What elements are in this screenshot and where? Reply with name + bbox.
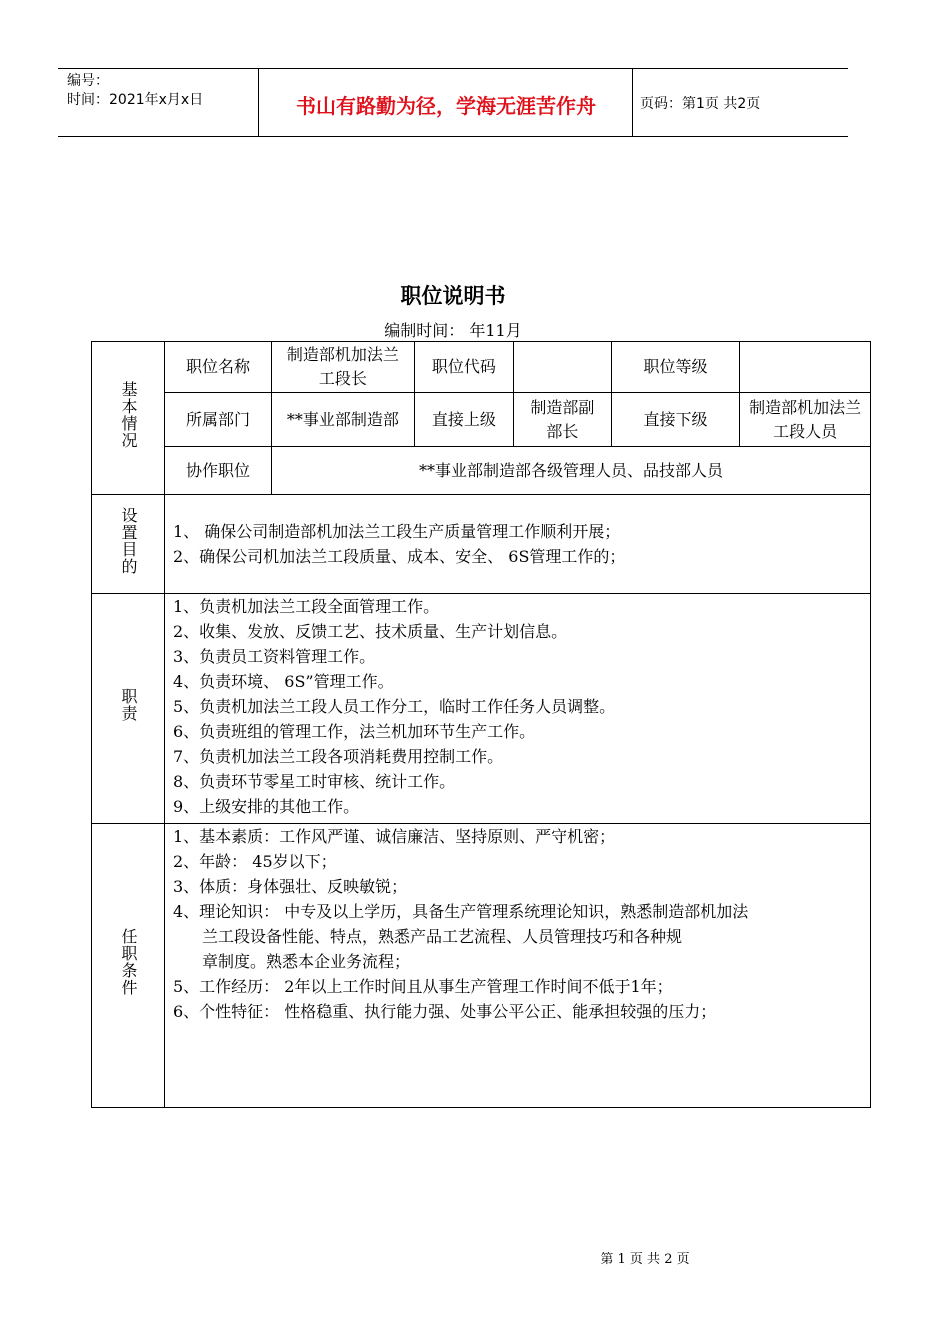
purpose-item: 2、确保公司机加法兰工段质量、成本、安全、 6S管理工作的； (173, 547, 626, 566)
time-label: 时间：2021年x月x日 (67, 92, 204, 108)
purpose-section-label: 设置目的 (119, 506, 138, 575)
duty-item: 2、收集、发放、反馈工艺、技术质量、生产计划信息。 (173, 622, 568, 641)
subordinate-value: 制造部机加法兰工段人员 (740, 393, 871, 447)
duties-content (165, 594, 871, 824)
duty-item: 4、负责环境、 6S”管理工作。 (173, 672, 394, 691)
position-grade-label: 职位等级 (611, 342, 740, 393)
job-description-table (91, 341, 871, 1108)
requirement-item: 3、体质：身体强壮、反映敏锐； (173, 877, 408, 896)
subordinate-label: 直接下级 (611, 393, 740, 447)
header-top-rule (58, 68, 848, 69)
purpose-item: 1、 确保公司制造部机加法兰工段生产质量管理工作顺利开展； (173, 522, 621, 541)
header-page-info: 页码：第1页 共2页 (640, 96, 761, 112)
requirement-item: 6、个性特征： 性格稳重、执行能力强、处事公平公正、能承担较强的压力； (173, 1002, 717, 1021)
position-grade-value (740, 342, 871, 393)
requirement-item: 5、工作经历： 2年以上工作时间且从事生产管理工作时间不低于1年； (173, 977, 673, 996)
duty-item: 8、负责环节零星工时审核、统计工作。 (173, 772, 456, 791)
requirements-section-cell (92, 824, 165, 1108)
page-footer: 第 1 页 共 2 页 (600, 1252, 690, 1267)
header-motto: 书山有路勤为径，学海无涯苦作舟 (296, 94, 596, 118)
header-bottom-rule (58, 136, 848, 137)
duty-item: 7、负责机加法兰工段各项消耗费用控制工作。 (173, 747, 504, 766)
position-name-label: 职位名称 (165, 342, 272, 393)
duty-item: 3、负责员工资料管理工作。 (173, 647, 376, 666)
requirement-item-continuation: 章制度。熟悉本企业务流程； (202, 952, 411, 971)
duties-section-label: 职责 (119, 688, 138, 722)
department-value: **事业部制造部 (271, 393, 414, 447)
purpose-row (92, 495, 871, 594)
header-divider-right (632, 68, 633, 136)
header-divider-left (258, 68, 259, 136)
collab-value: **事业部制造部各级管理人员、品技部人员 (271, 447, 870, 495)
position-name-value: 制造部机加法兰工段长 (271, 342, 414, 393)
requirement-item-continuation: 兰工段设备性能、特点，熟悉产品工艺流程、人员管理技巧和各种规 (202, 927, 683, 946)
document-title: 职位说明书 (400, 284, 506, 308)
collab-label: 协作职位 (165, 447, 272, 495)
basic-row-2 (92, 393, 871, 447)
requirements-content (165, 824, 871, 1108)
superior-label: 直接上级 (414, 393, 513, 447)
purpose-section-cell (92, 495, 165, 594)
requirements-row (92, 824, 871, 1108)
purpose-content (165, 495, 871, 594)
basic-section-label: 基本情况 (119, 380, 138, 449)
requirements-section-label: 任职条件 (119, 928, 138, 996)
duty-item: 5、负责机加法兰工段人员工作分工，临时工作任务人员调整。 (173, 697, 616, 716)
header-meta (67, 72, 203, 110)
superior-value: 制造部副部长 (513, 393, 611, 447)
document-date: 编制时间： 年11月 (384, 321, 522, 340)
requirement-item: 1、基本素质：工作风严谨、诚信廉洁、坚持原则、严守机密； (173, 827, 616, 846)
department-label: 所属部门 (165, 393, 272, 447)
number-label: 编号： (67, 73, 109, 89)
position-code-value (513, 342, 611, 393)
requirement-item: 2、年龄： 45岁以下； (173, 852, 337, 871)
position-code-label: 职位代码 (414, 342, 513, 393)
basic-row-3 (92, 447, 871, 495)
duties-row (92, 594, 871, 824)
basic-section-cell (92, 342, 165, 495)
requirement-item: 4、理论知识： 中专及以上学历，具备生产管理系统理论知识，熟悉制造部机加法 (173, 902, 749, 921)
basic-row-1 (92, 342, 871, 393)
duty-item: 1、负责机加法兰工段全面管理工作。 (173, 597, 440, 616)
duty-item: 6、负责班组的管理工作，法兰机加环节生产工作。 (173, 722, 536, 741)
duty-item: 9、上级安排的其他工作。 (173, 797, 360, 816)
duties-section-cell (92, 594, 165, 824)
